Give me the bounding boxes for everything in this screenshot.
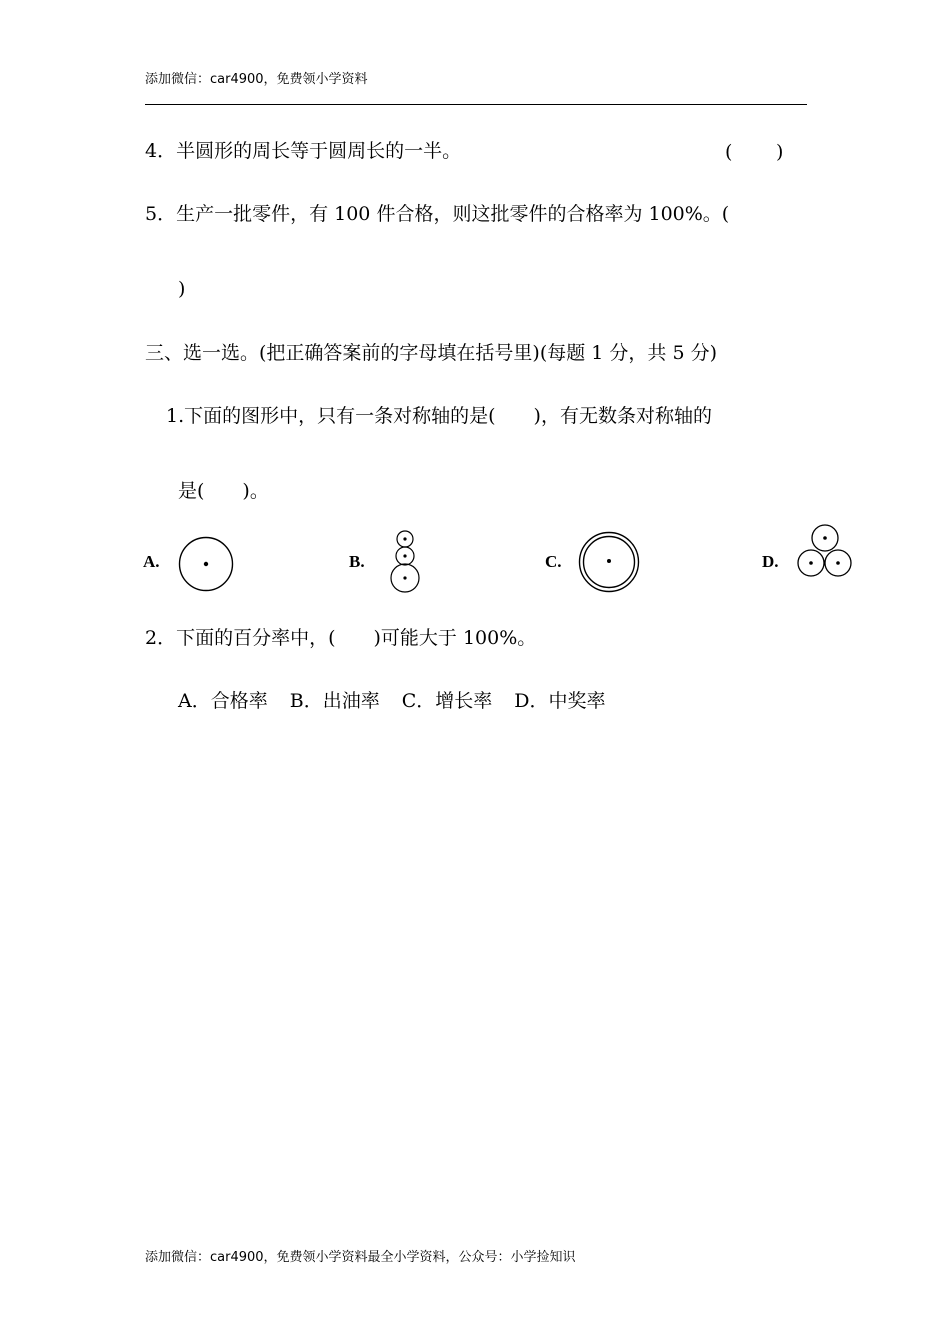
option-b-label: B.: [349, 552, 365, 571]
option-c-figure: [578, 530, 642, 594]
option-d-left-dot: [809, 561, 813, 565]
header-divider: [145, 104, 807, 105]
option-b-bottom-dot: [403, 576, 406, 579]
question-4-answer-paren-open: (: [725, 141, 733, 163]
mc-question-1-line-1: 1.下面的图形中，只有一条对称轴的是( )，有无数条对称轴的: [166, 405, 712, 427]
q2-option-d-text: 中奖率: [548, 690, 606, 712]
q2-option-b-letter: B．: [289, 690, 323, 712]
option-c-center-dot: [607, 559, 611, 563]
question-4-answer-paren-close: ): [776, 141, 784, 163]
option-b-middle-dot: [403, 554, 406, 557]
option-d-top-dot: [823, 536, 827, 540]
option-d-right-dot: [836, 561, 840, 565]
option-d-figure: [795, 524, 855, 582]
question-5-text: 生产一批零件，有 100 件合格，则这批零件的合格率为 100%。(: [176, 203, 730, 225]
option-b-top-dot: [403, 537, 406, 540]
section-3-title: 三、选一选。(把正确答案前的字母填在括号里)(每题 1 分，共 5 分): [145, 342, 717, 364]
question-4-text: 半圆形的周长等于圆周长的一半。: [176, 140, 462, 162]
mc-question-1-line-2: 是( )。: [178, 480, 269, 502]
q2-option-c-text: 增长率: [435, 690, 493, 712]
option-a-figure: [178, 536, 236, 594]
option-b-figure: [388, 530, 424, 596]
mc-question-2-line-1: 2．下面的百分率中，( )可能大于 100%。: [145, 627, 537, 649]
option-c-label: C.: [545, 552, 562, 571]
question-4-number: 4．: [145, 140, 177, 162]
page-footer: 添加微信：car4900，免费领小学资料最全小学资料，公众号：小学捡知识: [145, 1250, 576, 1265]
question-4: [145, 139, 461, 163]
q2-option-d-letter: D．: [514, 690, 549, 712]
q2-option-a-letter: A．: [178, 690, 211, 712]
q2-option-b-text: 出油率: [322, 690, 380, 712]
mc-question-2-options: [178, 689, 606, 713]
q2-option-c-letter: C．: [401, 690, 436, 712]
question-5: [145, 202, 729, 226]
q2-option-a-text: 合格率: [210, 690, 268, 712]
question-5-continuation: ): [178, 278, 186, 300]
option-d-label: D.: [762, 552, 779, 571]
page-header: 添加微信：car4900，免费领小学资料: [145, 72, 368, 87]
option-a-center-dot: [204, 562, 208, 566]
option-a-label: A.: [143, 552, 160, 571]
question-5-number: 5．: [145, 203, 177, 225]
